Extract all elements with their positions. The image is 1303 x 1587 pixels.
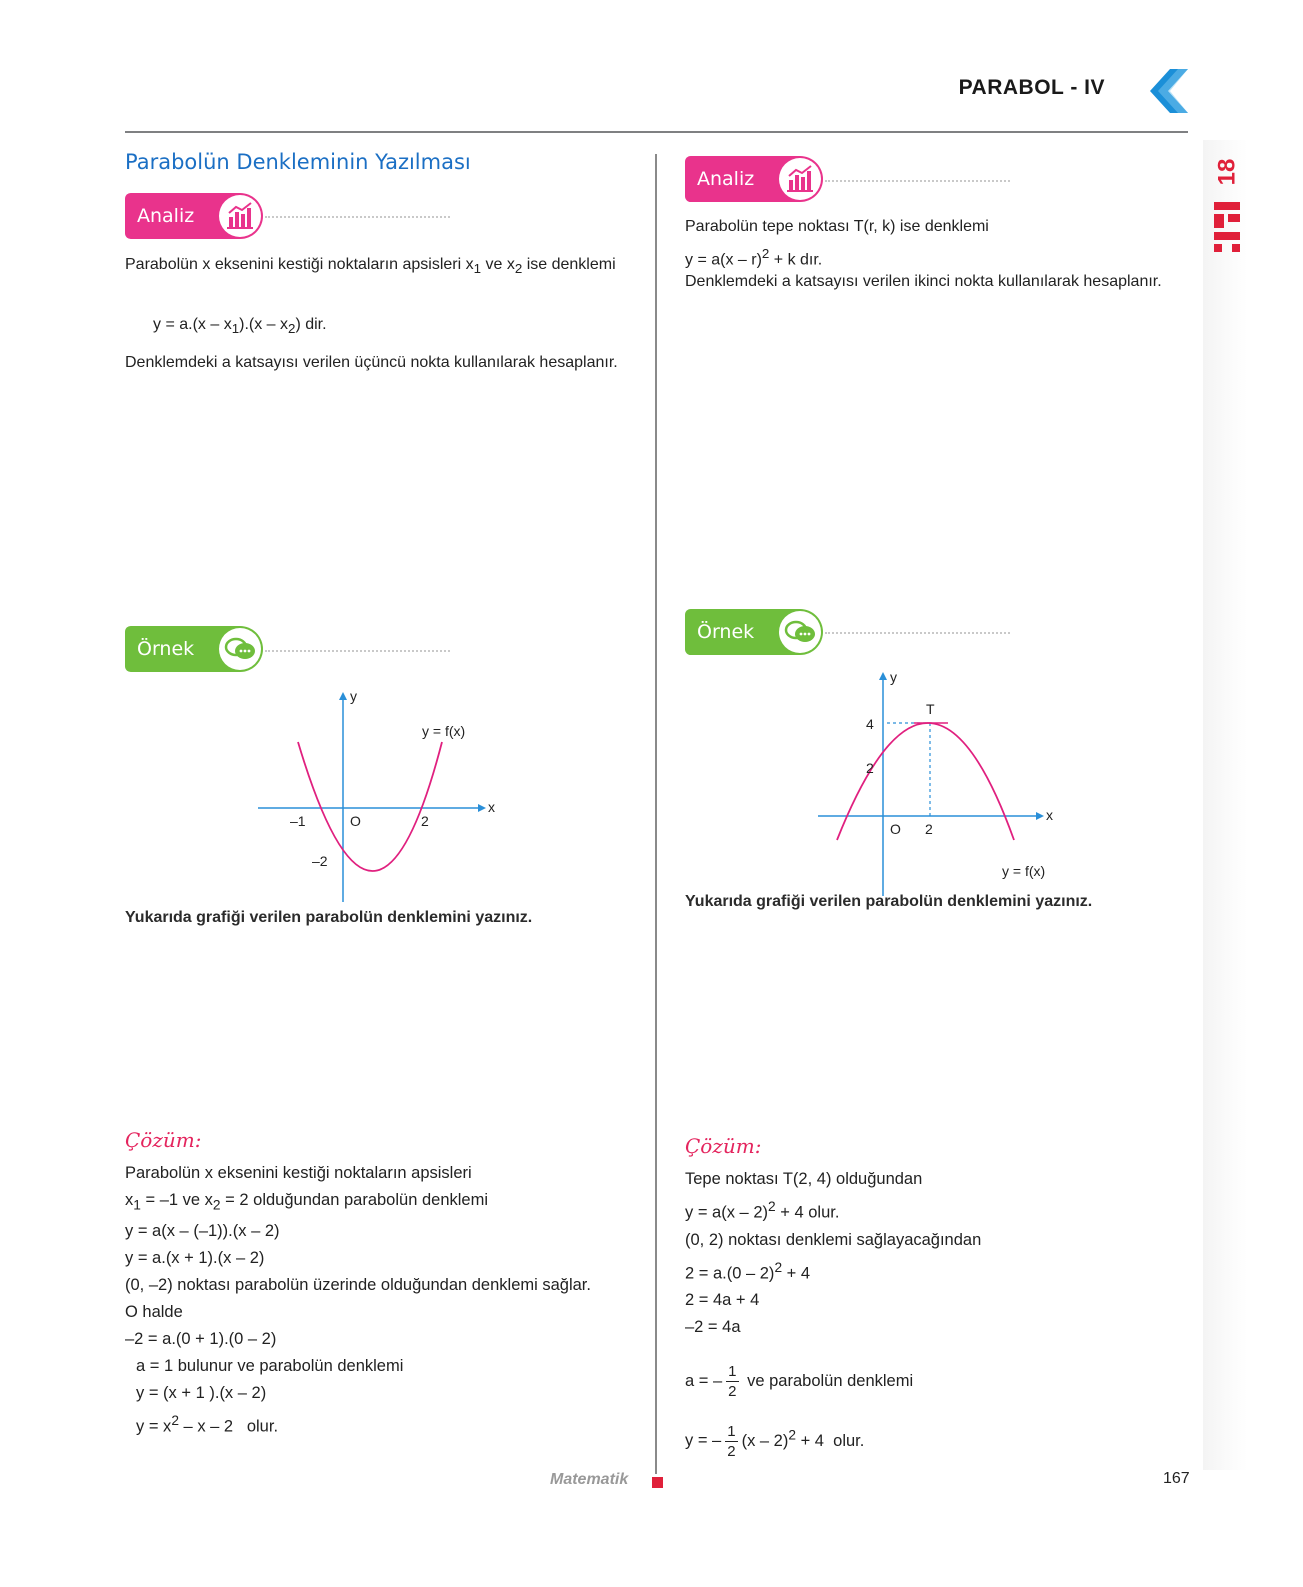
decorative-dots — [825, 180, 1010, 182]
right-solution — [685, 1166, 981, 1341]
chevron-left-icon — [1148, 67, 1194, 115]
x-axis-arrow-icon — [1036, 812, 1044, 820]
right-solution-label: Çözüm: — [685, 1134, 762, 1158]
left-question: Yukarıda grafiği verilen parabolün denklemini yazınız. — [125, 909, 533, 926]
x-axis-arrow-icon — [478, 804, 486, 812]
tick-label-2: 2 — [421, 813, 429, 829]
side-strip — [1203, 140, 1247, 1470]
a-result-suffix: ve parabolün denklemi — [747, 1371, 914, 1390]
analysis-label: Analiz — [137, 205, 195, 227]
example-badge — [125, 626, 263, 672]
y-axis-label: y — [890, 669, 897, 685]
publisher-logo-icon — [1212, 200, 1242, 252]
chat-bubbles-icon — [779, 611, 821, 653]
left-solution-line: (0, –2) noktası parabolün üzerinde olduğundan denklemi sağlar. — [125, 1276, 591, 1295]
left-solution — [125, 1160, 591, 1441]
left-solution-line: Parabolün x eksenini kestiği noktaların apsisleri — [125, 1164, 472, 1182]
left-solution-line: $x_1 = -1$ ve $x_2 = 2$ olduğundan parabolün denklemi — [125, 1191, 488, 1213]
left-parabola-graph — [250, 690, 510, 910]
section-title: Parabolün Denkleminin Yazılması — [125, 150, 471, 174]
right-final-equation — [685, 1421, 864, 1461]
right-solution-line: (0, 2) noktası denklemi sağlayacağından — [685, 1230, 982, 1249]
decorative-dots — [265, 216, 450, 218]
tick-label-2y: 2 — [866, 760, 874, 776]
bar-chart-icon — [779, 158, 821, 200]
fraction: $\frac{1}{2}$ — [728, 1363, 737, 1400]
right-solution-line: y = a(x – 2)$^2$ + 4 olur. — [685, 1199, 840, 1222]
right-note: Denklemdeki a katsayısı verilen ikinci nokta kullanılarak hesaplanır. — [685, 273, 1162, 290]
x-axis-label: x — [1046, 807, 1053, 823]
chat-bubbles-icon — [219, 628, 261, 670]
bar-chart-icon — [219, 195, 261, 237]
left-intro-paragraph — [125, 251, 628, 282]
right-solution-line: Tepe noktası T(2, 4) olduğundan — [685, 1170, 923, 1188]
example-label: Örnek — [137, 638, 195, 660]
left-solution-line: –2 = a.(0 + 1).(0 – 2) — [125, 1330, 277, 1349]
tick-label-neg2: –2 — [312, 853, 328, 869]
final-suffix: (x – 2)$^2$ + 4 olur. — [741, 1427, 865, 1450]
tick-label-4: 4 — [866, 716, 874, 732]
left-solution-label: Çözüm: — [125, 1128, 202, 1152]
left-solution-line: O halde — [125, 1303, 183, 1322]
left-formula: $y = a.(x - x_1).(x - x_2)$ dir. — [153, 316, 327, 337]
y-axis-label: y — [350, 690, 357, 704]
right-solution-line: 2 = 4a + 4 — [685, 1291, 760, 1309]
tick-label-2x: 2 — [925, 821, 933, 837]
right-intro: Parabolün tepe noktası T(r, k) ise denklemi — [685, 218, 989, 235]
chapter-title: PARABOL - IV — [958, 76, 1105, 99]
final-prefix: y = – — [685, 1431, 722, 1450]
vertex-label: T — [926, 701, 935, 717]
header-divider — [125, 131, 1188, 133]
origin-label: O — [350, 813, 361, 829]
fraction: $\frac{1}{2}$ — [727, 1422, 736, 1460]
analysis-label: Analiz — [697, 168, 755, 190]
footer-subject: Matematik — [550, 1471, 629, 1488]
y-axis-arrow-icon — [879, 672, 887, 680]
decorative-dots — [265, 650, 450, 652]
svg-text:18: 18 — [1213, 158, 1241, 186]
left-solution-line: y = (x + 1 ).(x – 2) — [136, 1384, 267, 1403]
left-solution-line: y = a(x – (–1)).(x – 2) — [125, 1222, 280, 1241]
left-intro-text: Parabolün x eksenini kestiği noktaların apsisleri $x_1$ ve $x_2$ ise denklemi — [125, 256, 616, 277]
analysis-badge — [685, 156, 823, 202]
left-note: Denklemdeki a katsayısı verilen üçüncü nokta kullanılarak hesaplanır. — [125, 354, 618, 371]
tick-label-neg1: –1 — [290, 813, 306, 829]
decorative-dots — [825, 632, 1010, 634]
right-solution-line: 2 = a.(0 – 2)$^2$ + 4 — [685, 1259, 811, 1282]
column-divider — [655, 154, 657, 1474]
left-solution-line: y = a.(x + 1).(x – 2) — [125, 1249, 265, 1268]
left-solution-line: a = 1 bulunur ve parabolün denklemi — [136, 1357, 404, 1376]
curve-label: y = f(x) — [1002, 863, 1046, 879]
chapter-number — [1208, 150, 1248, 194]
curve-label: y = f(x) — [422, 723, 466, 739]
x-axis-label: x — [488, 799, 495, 815]
a-result-prefix: a = – — [685, 1371, 723, 1390]
example-badge — [685, 609, 823, 655]
y-axis-arrow-icon — [339, 692, 347, 700]
right-parabola-graph — [810, 668, 1070, 900]
origin-label: O — [890, 821, 901, 837]
page-number: 167 — [1163, 1470, 1190, 1487]
right-question: Yukarıda grafiği verilen parabolün denklemini yazınız. — [685, 893, 1093, 910]
example-label: Örnek — [697, 621, 755, 643]
analysis-badge — [125, 193, 263, 239]
right-solution-line: –2 = 4a — [685, 1318, 741, 1336]
right-a-result — [685, 1362, 913, 1401]
right-formula: y = a(x – r)$^2$ + k dır. — [685, 246, 823, 269]
parabola-curve — [298, 742, 442, 871]
left-solution-line: $y = x^2 - x - 2$ olur. — [136, 1413, 279, 1436]
footer-square-icon — [652, 1477, 663, 1488]
